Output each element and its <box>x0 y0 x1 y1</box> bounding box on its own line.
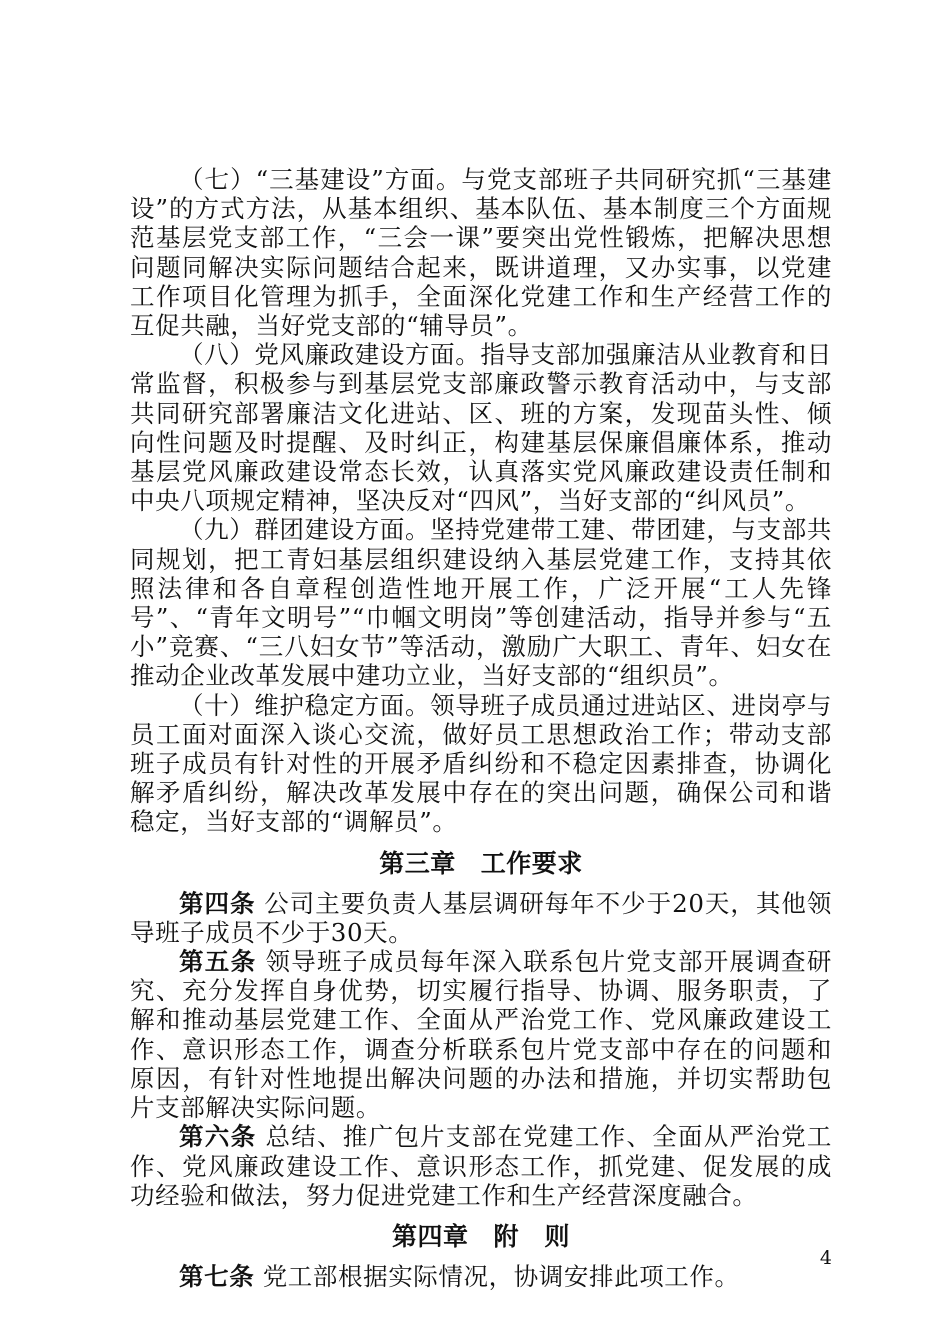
article-seven-text: 党工部根据实际情况，协调安排此项工作。 <box>262 1261 740 1291</box>
article-four <box>130 889 832 947</box>
article-six-label: 第六条 <box>179 1122 257 1152</box>
clause-eight-paragraph: （八）党风廉政建设方面。指导支部加强廉洁从业教育和日常监督，积极参与到基层党支部廉政警示教育活动中，与支部共同研究部署廉洁文化进站、区、班的方案，发现苗头性、倾向性问题及时提醒、及时纠正，构建基层保廉倡廉体系，推动基层党风廉政建设常态长效，认真落实党风廉政建设责任制和中央八项规定精神，坚决反对“四风”，当好支部的“纠风员”。 <box>130 340 832 516</box>
document-page <box>130 165 832 1291</box>
page-number: 4 <box>819 1247 832 1269</box>
chapter-four-label: 第四章 <box>391 1221 469 1251</box>
clause-nine-paragraph: （九）群团建设方面。坚持党建带工建、带团建，与支部共同规划，把工青妇基层组织建设纳入基层党建工作，支持其依照法律和各自章程创造性地开展工作，广泛开展“工人先锋号”、“青年文明号”“巾帼文明岗”等创建活动，指导并参与“五小”竞赛、“三八妇女节”等活动，激励广大职工、青年、妇女在推动企业改革发展中建功立业，当好支部的“组织员”。 <box>130 515 832 691</box>
chapter-four-title: 附 则 <box>493 1221 571 1251</box>
article-five-label: 第五条 <box>179 947 257 977</box>
article-four-text: 公司主要负责人基层调研每年不少于20天，其他领导班子成员不少于30天。 <box>130 888 832 947</box>
article-seven <box>130 1262 832 1291</box>
article-four-label: 第四条 <box>179 888 256 918</box>
article-six-text: 总结、推广包片支部在党建工作、全面从严治党工作、党风廉政建设工作、意识形态工作，抓党建、促发展的成功经验和做法，努力促进党建工作和生产经营深度融合。 <box>130 1122 832 1210</box>
chapter-three-heading <box>130 847 832 881</box>
chapter-three-label: 第三章 <box>379 848 456 878</box>
clause-seven-paragraph: （七）“三基建设”方面。与党支部班子共同研究抓“三基建设”的方式方法，从基本组织、基本队伍、基本制度三个方面规范基层党支部工作，“三会一课”要突出党性锻炼，把解决思想问题同解决实际问题结合起来，既讲道理，又办实事，以党建工作项目化管理为抓手，全面深化党建工作和生产经营工作的互促共融，当好党支部的“辅导员”。 <box>130 165 832 341</box>
article-five <box>130 947 832 1122</box>
chapter-four-heading <box>130 1220 832 1254</box>
article-seven-label: 第七条 <box>179 1261 255 1291</box>
article-five-text: 领导班子成员每年深入联系包片党支部开展调查研究、充分发挥自身优势，切实履行指导、协调、服务职责，了解和推动基层党建工作、全面从严治党工作、党风廉政建设工作、意识形态工作，调查分析联系包片党支部中存在的问题和原因，有针对性地提出解决问题的办法和措施，并切实帮助包片支部解决实际问题。 <box>130 947 832 1123</box>
chapter-three-title: 工作要求 <box>480 848 583 878</box>
clause-ten-paragraph: （十）维护稳定方面。领导班子成员通过进站区、进岗亭与员工面对面深入谈心交流，做好员工思想政治工作；带动支部班子成员有针对性的开展矛盾纠纷和不稳定因素排查，协调化解矛盾纠纷，解决改革发展中存在的突出问题，确保公司和谐稳定，当好支部的“调解员”。 <box>130 690 832 837</box>
article-six <box>130 1122 832 1210</box>
